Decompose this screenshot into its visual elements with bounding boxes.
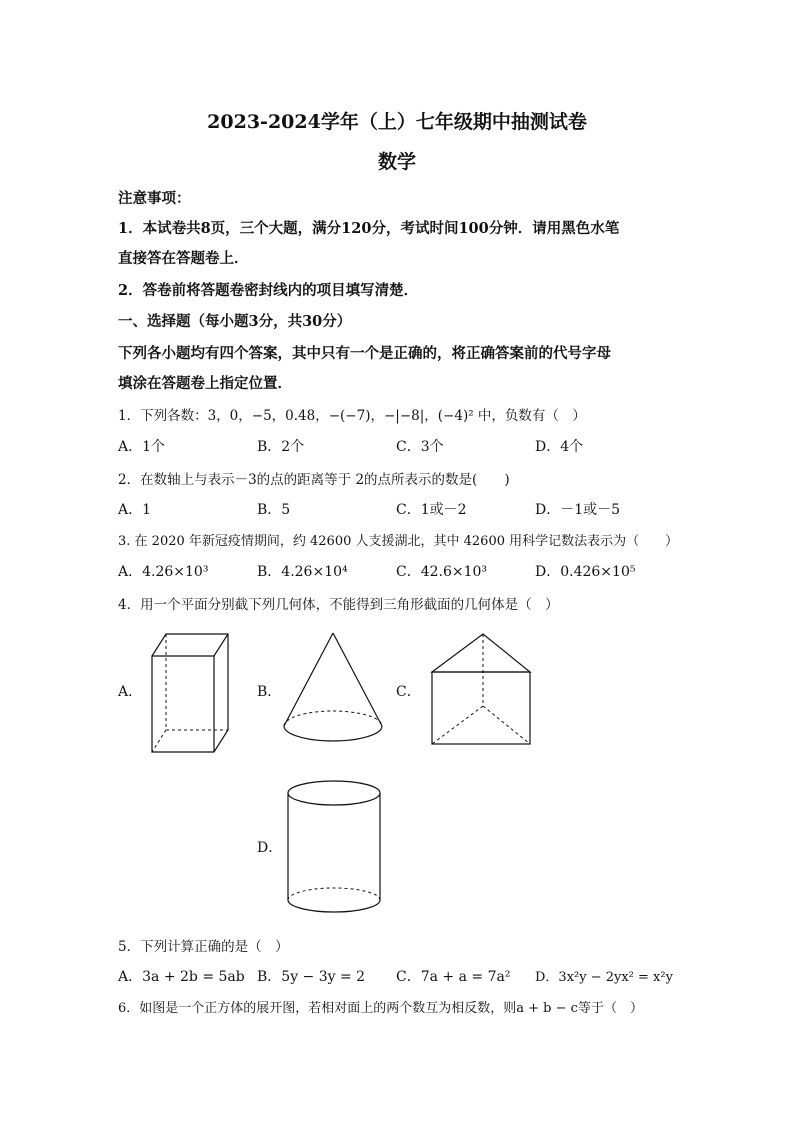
q5-option-a: A．3a + 2b = 5ab — [118, 969, 245, 985]
question-4-stem: 4．用一个平面分别截下列几何体，不能得到三角形截面的几何体是（ ） — [118, 597, 559, 613]
q1-option-b: B．2个 — [257, 439, 305, 455]
q4-option-b-label: B． — [257, 684, 282, 700]
q1-option-c: C．3个 — [396, 439, 444, 455]
q2-option-d: D．－1或－5 — [535, 502, 621, 518]
section-instr-b: 填涂在答题卷上指定位置． — [118, 375, 292, 392]
note-1b: 直接答在答题卷上． — [118, 250, 249, 267]
question-5-stem: 5．下列计算正确的是（ ） — [118, 939, 289, 955]
exam-title: 2023-2024学年（上）七年级期中抽测试卷 — [207, 111, 587, 133]
question-6-stem: 6．如图是一个正方体的展开图，若相对面上的两个数互为相反数，则a + b − c等于（ ） — [118, 1001, 643, 1016]
question-3-stem: 3. 在 2020 年新冠疫情期间，约 42600 人支援湖北，其中 42600 用科学记数法表示为（ ） — [118, 534, 679, 549]
question-2-stem: 2．在数轴上与表示－3的点的距离等于 2的点所表示的数是( ) — [118, 472, 510, 488]
question-1-stem: 1．下列各数：3，0，−5，0.48，−(−7)，−|−8|，(−4)² 中，负数有（ ） — [118, 408, 586, 424]
cone-figure — [280, 630, 386, 748]
q3-option-a: A．4.26×10³ — [118, 564, 209, 580]
q5-option-c: C．7a + a = 7a² — [396, 969, 511, 985]
exam-subject: 数学 — [377, 151, 416, 173]
cylinder-figure — [284, 778, 384, 918]
q4-option-a-label: A． — [118, 684, 143, 700]
notes-heading: 注意事项： — [118, 190, 191, 207]
q4-option-c-label: C． — [396, 684, 421, 700]
q1-option-a: A．1个 — [118, 439, 166, 455]
q3-option-d: D．0.426×10⁵ — [535, 564, 636, 580]
rectangular-prism-figure — [148, 630, 238, 755]
q2-option-c: C．1或－2 — [396, 502, 467, 518]
q5-option-b: B．5y − 3y = 2 — [257, 969, 366, 985]
q5-option-d: D．3x²y − 2yx² = x²y — [535, 970, 673, 985]
note-1a: 1．本试卷共8页，三个大题，满分120分，考试时间100分钟．请用黑色水笔 — [118, 220, 620, 237]
q3-option-c: C．42.6×10³ — [396, 564, 488, 580]
q4-option-d-label: D． — [257, 840, 283, 856]
q2-option-a: A．1 — [118, 502, 152, 518]
q3-option-b: B．4.26×10⁴ — [257, 564, 348, 580]
q2-option-b: B．5 — [257, 502, 291, 518]
section-instr-a: 下列各小题均有四个答案，其中只有一个是正确的，将正确答案前的代号字母 — [118, 345, 611, 362]
section-heading: 一、选择题（每小题3分，共30分） — [118, 313, 352, 330]
triangular-prism-figure — [428, 630, 534, 748]
q1-option-d: D．4个 — [535, 439, 584, 455]
note-2: 2．答卷前将答题卷密封线内的项目填写清楚． — [118, 282, 419, 299]
